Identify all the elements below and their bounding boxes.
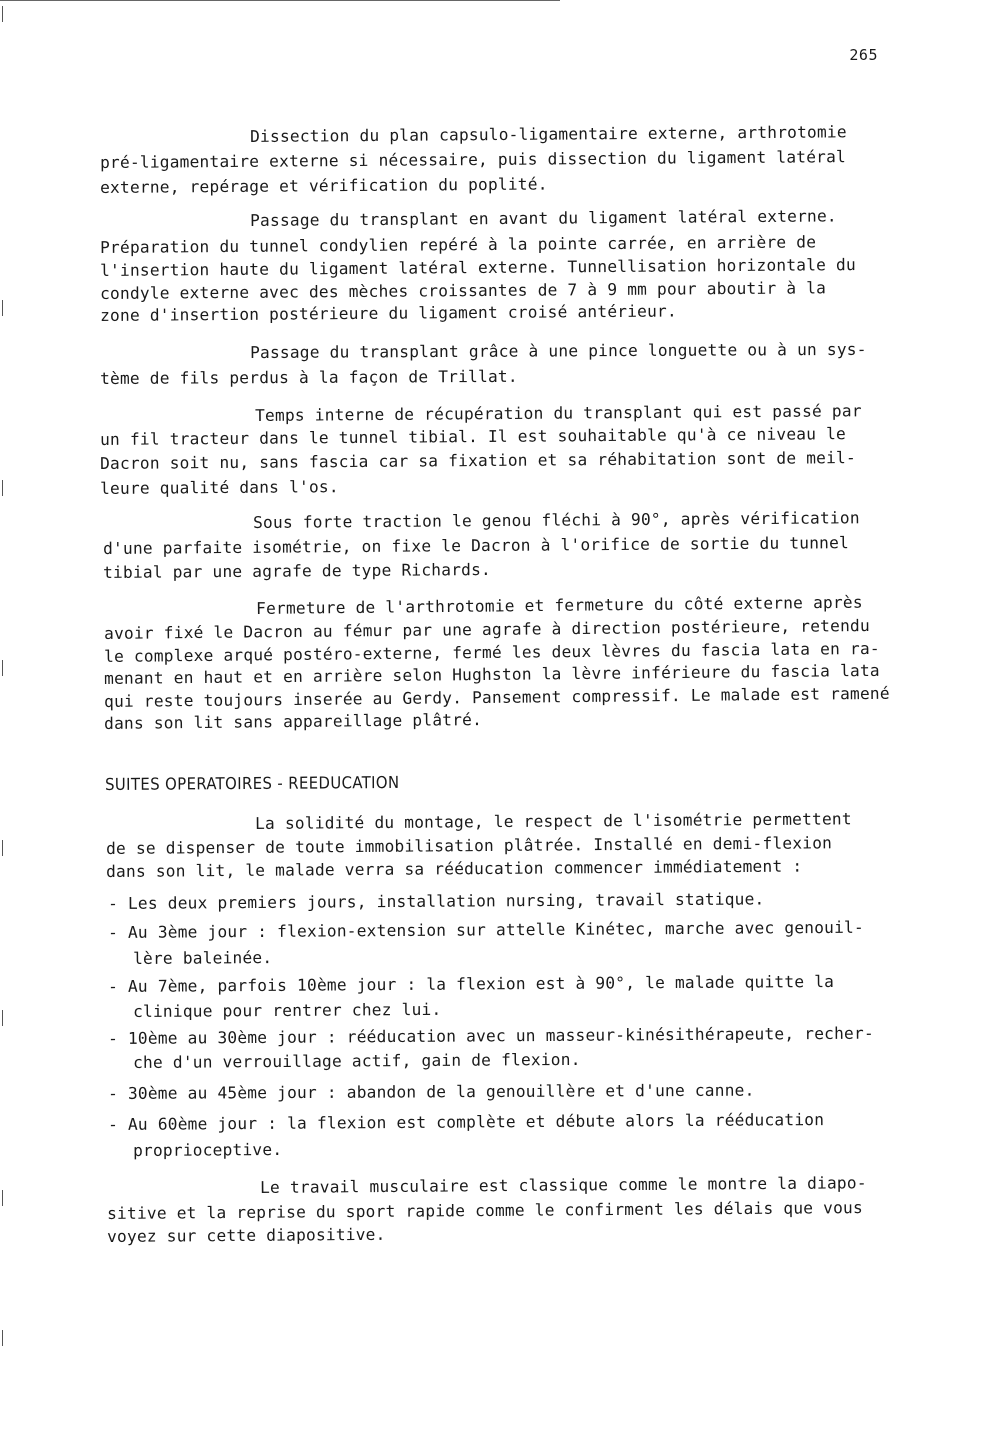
scan-edge-mark [2,1190,3,1206]
text-line: condyle externe avec des mèches croissantes de 7 à 9 mm pour aboutir à la [99,278,827,303]
text-line: - Au 7ème, parfois 10ème jour : la flexion est à 90°, le malade quitte la [107,971,835,996]
text-line: - Au 3ème jour : flexion-extension sur attelle Kinétec, marche avec genouil- [107,917,864,942]
text-line: dans son lit, le malade verra sa rééducation commencer immédiatement : [105,856,803,881]
text-line: - 30ème au 45ème jour : abandon de la genouillère et d'une canne. [107,1080,755,1103]
text-line: menant en haut et en arrière selon Hughston la lèvre inférieure du fascia lata [103,660,880,688]
text-line: d'une parfaite isométrie, on fixe le Dacron à l'orifice de sortie du tunnel [102,533,850,558]
text-line: tème de fils perdus à la façon de Trillat. [99,366,518,388]
text-line: externe, repérage et vérification du poplité. [99,174,548,197]
text-line: qui reste toujours inserée au Gerdy. Pansement compressif. Le malade est ramené [103,683,890,711]
text-line: sitive et la reprise du sport rapide comme le confirment les délais que vous [106,1198,863,1223]
scan-edge-mark [2,660,3,676]
text-line: de se dispenser de toute immobilisation plâtrée. Installé en demi-flexion [105,833,833,858]
text-line: Passage du transplant grâce à une pince longuette ou à un sys- [249,339,867,362]
text-line: dans son lit sans appareillage plâtré. [103,710,483,733]
scan-edge-mark [2,1010,3,1026]
scan-edge-mark [2,480,3,496]
text-line: l'insertion haute du ligament latéral externe. Tunnellisation horizontale du [99,255,856,280]
text-line: avoir fixé le Dacron au fémur par une agrafe à direction postérieure, retendu [103,615,870,643]
scan-top-border [0,0,560,1]
text-line: Passage du transplant en avant du ligament latéral externe. [249,206,837,230]
text-line: un fil tracteur dans le tunnel tibial. Il est souhaitable qu'à ce niveau le [99,424,847,449]
text-line: proprioceptive. [132,1139,283,1160]
text-line: voyez sur cette diapositive. [106,1224,386,1246]
text-line: Le travail musculaire est classique comme le montre la diapo- [259,1173,867,1197]
text-line: clinique pour rentrer chez lui. [132,999,442,1021]
scan-edge-mark [2,300,3,316]
text-line: Temps interne de récupération du transplant qui est passé par [254,401,862,425]
text-line: zone d'insertion postérieure du ligament croisé antérieur. [99,301,677,325]
text-line: Préparation du tunnel condylien repéré à la pointe carrée, en arrière de [99,232,817,257]
scan-edge-mark [2,1330,3,1346]
text-line: Dissection du plan capsulo-ligamentaire externe, arthrotomie [249,122,847,146]
scan-edge-mark [2,6,3,22]
text-line: che d'un verrouillage actif, gain de flexion. [132,1049,581,1072]
scan-edge-mark [2,840,3,856]
text-line: pré-ligamentaire externe si nécessaire, puis dissection du ligament latéral [99,147,847,172]
text-line: leure qualité dans l'os. [99,477,339,498]
text-line: Fermeture de l'arthrotomie et fermeture du côté externe après [255,592,863,618]
text-line: Sous forte traction le genou fléchi à 90°, après vérification [252,508,860,532]
text-line: Dacron soit nu, sans fascia car sa fixation et sa réhabitation sont de meil- [99,448,856,473]
text-line: tibial par une agrafe de type Richards. [102,559,492,582]
page-number: 265 [849,46,878,64]
text-line: - Au 60ème jour : la flexion est complète et débute alors la rééducation [107,1110,825,1134]
text-line: le complexe arqué postéro-externe, fermé les deux lèvres du fascia lata en ra- [103,638,880,666]
text-line: La solidité du montage, le respect de l'isométrie permettent [254,809,852,833]
text-line: - Les deux premiers jours, installation nursing, travail statique. [107,889,765,913]
section-heading: SUITES OPERATOIRES - REEDUCATION [104,772,400,794]
text-line: - 10ème au 30ème jour : rééducation avec un masseur-kinésithérapeute, recher- [107,1023,874,1048]
text-line: lère baleinée. [132,948,273,968]
